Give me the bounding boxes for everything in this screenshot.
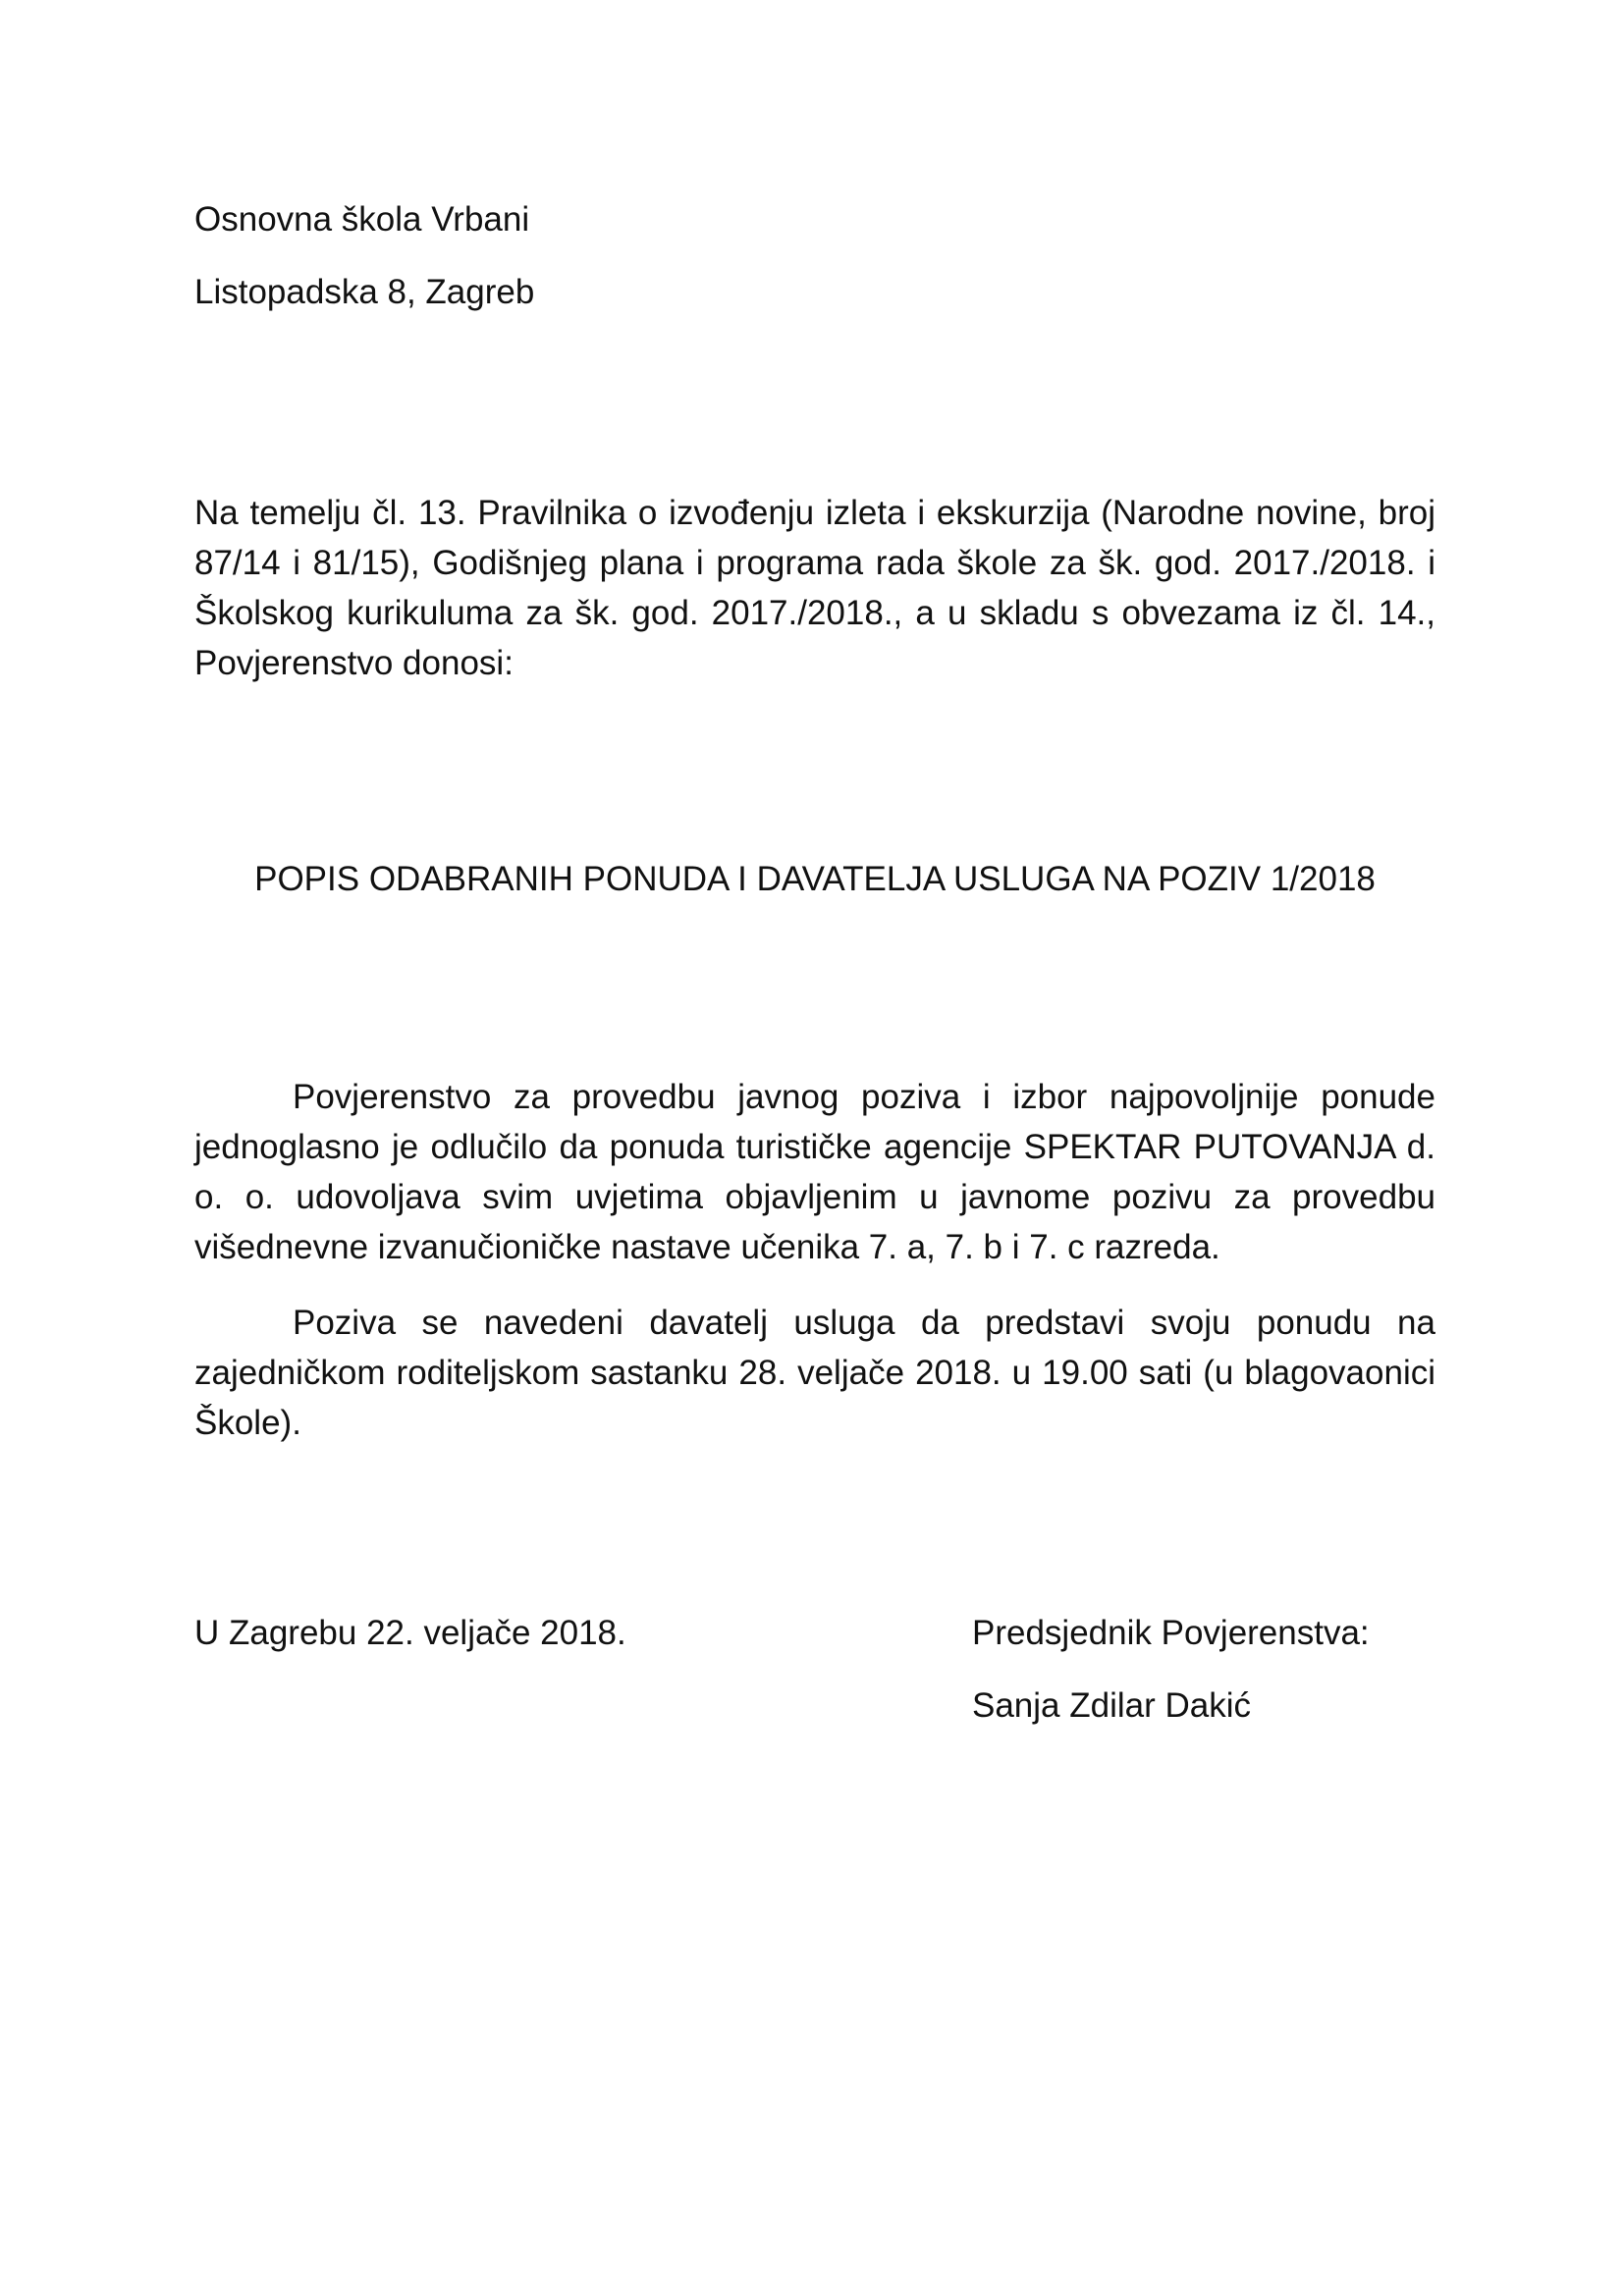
signatory-name: Sanja Zdilar Dakić [972, 1686, 1251, 1725]
signature-title: Predsjednik Povjerenstva: [972, 1614, 1370, 1652]
document-title: POPIS ODABRANIH PONUDA I DAVATELJA USLUGA NA POZIV 1/2018 [254, 860, 1376, 898]
invitation-paragraph: Poziva se navedeni davatelj usluga da predstavi svoju ponudu na zajedničkom roditeljskom sastanku 28. veljače 2018. u 19.00 sati (u blagovaonici Škole). [194, 1304, 1435, 1442]
school-address: Listopadska 8, Zagreb [194, 273, 535, 311]
decision-paragraph: Povjerenstvo za provedbu javnog poziva i izbor najpovoljnije ponude jednoglasno je odlučilo da ponuda turističke agencije SPEKTAR PUTOVANJA d. o. o. udovoljava svim uvjetima objavljenim u javnome pozivu za provedbu višednevne izvanučioničke nastave učenika 7. a, 7. b i 7. c razreda. [194, 1078, 1435, 1266]
place-and-date: U Zagrebu 22. veljače 2018. [194, 1614, 626, 1652]
legal-preamble: Na temelju čl. 13. Pravilnika o izvođenju izleta i ekskurzija (Narodne novine, broj 87/14 i 81/15), Godišnjeg plana i programa rada škole za šk. god. 2017./2018. i Školskog kurikuluma za šk. god. 2017./2018., a u skladu s obvezama iz čl. 14., Povjerenstvo donosi: [194, 494, 1435, 682]
school-name: Osnovna škola Vrbani [194, 200, 530, 239]
